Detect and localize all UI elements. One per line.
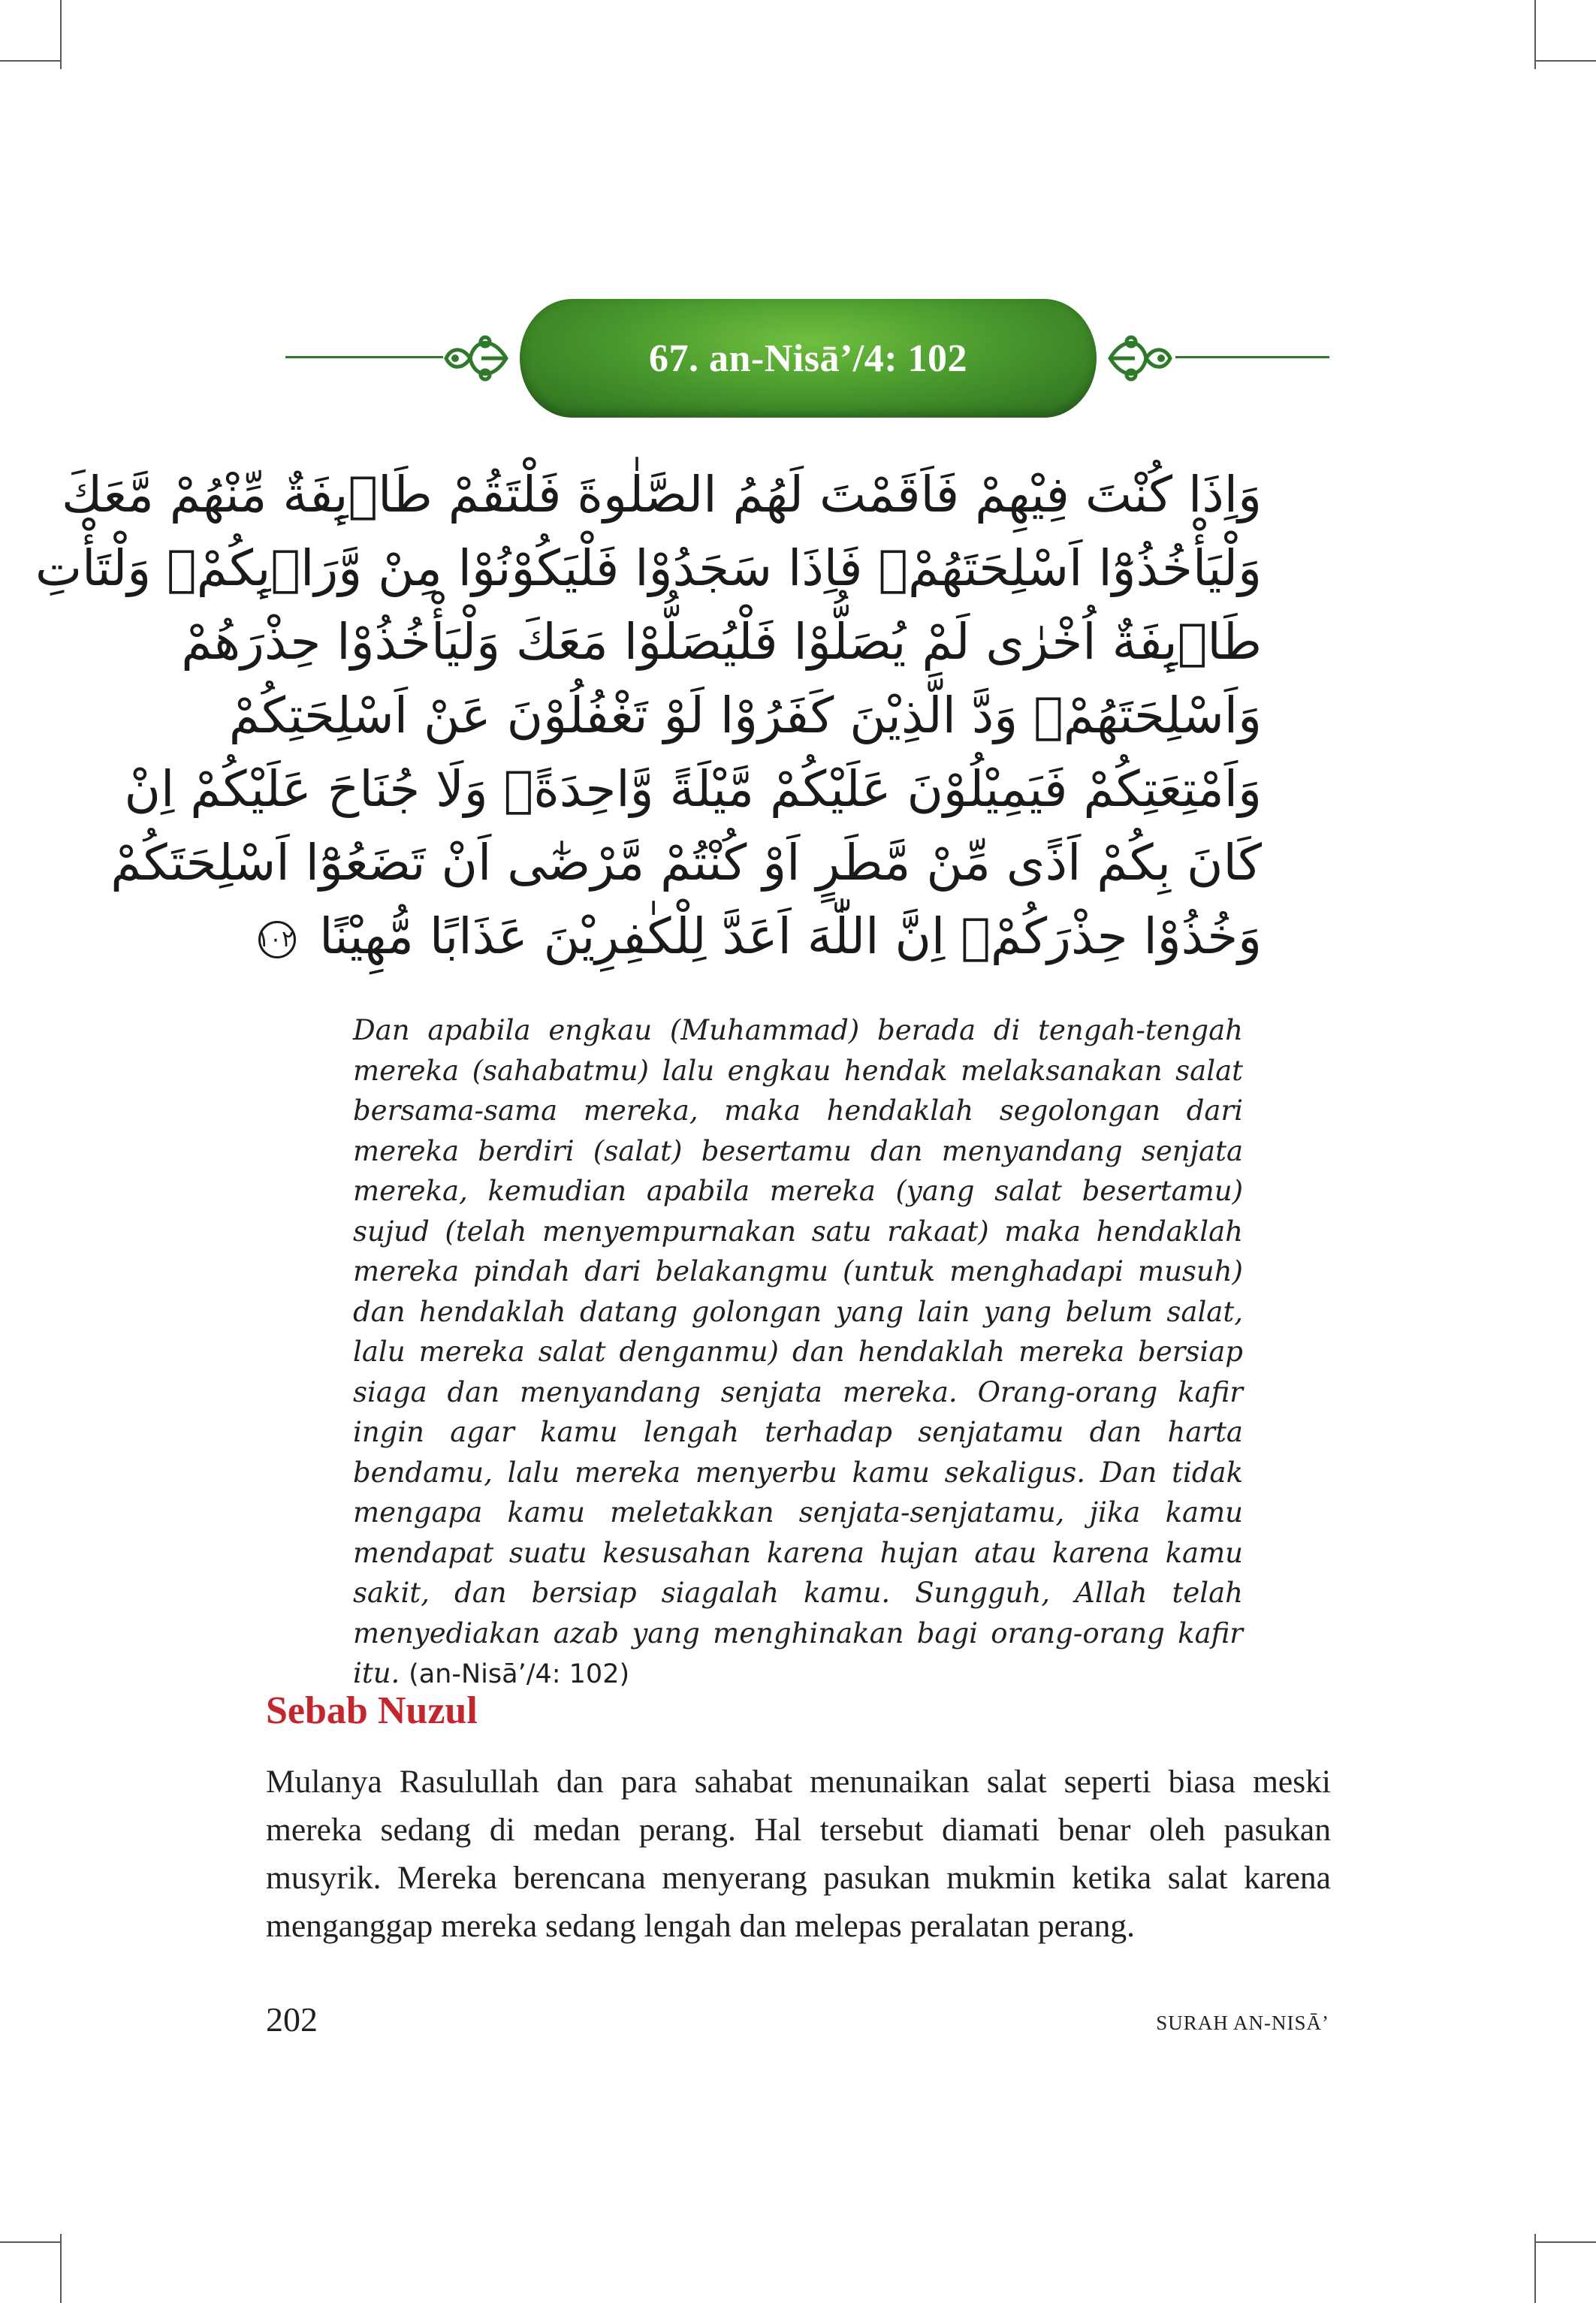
chapter-banner xyxy=(520,299,1097,418)
page-number: 202 xyxy=(266,2000,318,2039)
arabic-line-text: وَخُذُوْا حِذْرَكُمْۗ اِنَّ اللّٰهَ اَعَدَّ لِلْكٰفِرِيْنَ عَذَابًا مُّهِيْنًا xyxy=(319,907,1262,965)
right-ornament-icon xyxy=(1109,321,1176,396)
header-rule-right xyxy=(1175,356,1329,358)
arabic-line: وَاَسْلِحَتَهُمْۚ وَدَّ الَّذِيْنَ كَفَرُوْا لَوْ تَغْفُلُوْنَ عَنْ اَسْلِحَتِكُمْ xyxy=(228,687,1262,744)
running-footer-title: SURAH AN-NISĀ’ xyxy=(1156,2012,1329,2034)
translation-text: Dan apabila engkau (Muhammad) berada di tengah-tengah mereka (sahabatmu) lalu engkau hendak melaksanakan salat bersama-sama mereka, maka hendaklah segolongan dari mereka berdiri (salat) besertamu dan menyandang senjata mereka, kemudian apabila mereka (yang salat besertamu) sujud (telah menyempurnakan satu rakaat) maka hendaklah mereka pindah dari belakangmu (untuk menghadapi musuh) dan hendaklah datang golongan yang lain yang belum salat, lalu mereka salat denganmu) dan hendaklah mereka bersiap siaga dan menyandang senjata mereka. Orang-orang kafir ingin agar kamu lengah terhadap senjatamu dan harta bendamu, lalu mereka menyerbu kamu sekaligus. Dan tidak mengapa kamu meletakkan senjata-senjatamu, jika kamu mendapat suatu kesusahan karena hujan atau karena kamu sakit, dan bersiap siagalah kamu. Sungguh, Allah telah menyediakan azab yang menghinakan bagi orang-orang kafir itu. xyxy=(353,1014,1243,1689)
header-rule-left xyxy=(285,356,443,358)
ayah-number-badge: ١٠٢ xyxy=(258,921,296,958)
crop-mark-top-right-v xyxy=(1534,0,1536,69)
crop-mark-bottom-left-h xyxy=(0,2241,60,2243)
crop-mark-bottom-right-v xyxy=(1534,2234,1536,2303)
crop-mark-top-right-h xyxy=(1536,60,1596,62)
crop-mark-bottom-left-v xyxy=(60,2234,62,2303)
section-body: Mulanya Rasulullah dan para sahabat menunaikan salat seperti biasa meski mereka sedang di medan perang. Hal tersebut diamati benar oleh pasukan musyrik. Mereka berencana menyerang pasukan mukmin ketika salat karena menganggap mereka sedang lengah dan melepas peralatan perang. xyxy=(266,1764,1331,1944)
chapter-title: 67. an-Nisā’/4: 102 xyxy=(648,337,968,380)
crop-mark-top-left-v xyxy=(60,0,62,69)
section-heading: Sebab Nuzul xyxy=(266,1689,478,1732)
arabic-line: وَاَمْتِعَتِكُمْ فَيَمِيْلُوْنَ عَلَيْكُمْ مَّيْلَةً وَّاحِدَةًۗ وَلَا جُنَاحَ عَلَيْكُمْ اِنْ xyxy=(124,760,1262,818)
arabic-verse xyxy=(35,458,1262,976)
arabic-line-last xyxy=(257,900,1262,973)
translation-reference: (an-Nisā’/4: 102) xyxy=(409,1659,630,1689)
arabic-line: وَلْيَأْخُذُوْٓا اَسْلِحَتَهُمْۗ فَاِذَا سَجَدُوْا فَلْيَكُوْنُوْا مِنْ وَّرَاۤىِٕكُمْۖ وَلْتَأْتِ xyxy=(35,539,1262,597)
crop-mark-bottom-right-h xyxy=(1536,2241,1596,2243)
arabic-line: طَاۤىِٕفَةٌ اُخْرٰى لَمْ يُصَلُّوْا فَلْيُصَلُّوْا مَعَكَ وَلْيَأْخُذُوْا حِذْرَهُمْ xyxy=(181,613,1262,671)
crop-mark-top-left-h xyxy=(0,60,60,62)
left-ornament-icon xyxy=(440,321,508,396)
arabic-line: كَانَ بِكُمْ اَذًى مِّنْ مَّطَرٍ اَوْ كُنْتُمْ مَّرْضٰٓى اَنْ تَضَعُوْٓا اَسْلِحَتَكُمْ xyxy=(110,834,1262,892)
arabic-line: وَاِذَا كُنْتَ فِيْهِمْ فَاَقَمْتَ لَهُمُ الصَّلٰوةَ فَلْتَقُمْ طَاۤىِٕفَةٌ مِّنْهُمْ مَّعَكَ xyxy=(62,466,1262,524)
verse-translation xyxy=(353,1010,1243,1695)
